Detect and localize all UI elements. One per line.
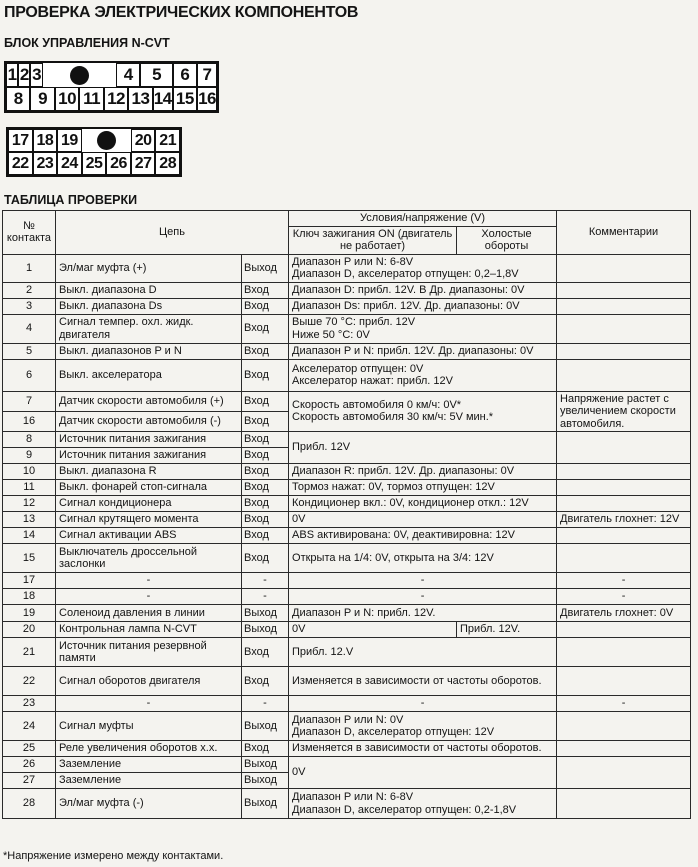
circuit-cell: Выкл. акселератора <box>56 359 242 391</box>
condition-cell: Кондиционер вкл.: 0V, кондиционер откл.: 12V <box>289 496 557 512</box>
circuit-cell: Сигнал темпер. охл. жидк. двигателя <box>56 314 242 343</box>
header-idle: Холостые обороты <box>457 226 557 254</box>
direction-cell: Выход <box>242 622 289 638</box>
header-pin: № контакта <box>3 211 56 255</box>
pin-7: 7 <box>197 63 217 87</box>
pin-28: 28 <box>155 152 180 175</box>
circuit-cell: Выкл. фонарей стоп-сигнала <box>56 480 242 496</box>
inspection-table <box>2 210 691 819</box>
pin-cell: 24 <box>3 712 56 741</box>
pin-24: 24 <box>57 152 82 175</box>
comment-cell: - <box>557 589 691 605</box>
circuit-cell: Выкл. диапазона Ds <box>56 298 242 314</box>
table-row <box>3 589 691 605</box>
footnote: *Напряжение измерено между контактами. <box>3 850 224 862</box>
table-row <box>3 573 691 589</box>
direction-cell: Вход <box>242 314 289 343</box>
header-ignition: Ключ зажигания ON (двигатель не работает) <box>289 226 457 254</box>
pin-4: 4 <box>116 63 140 87</box>
table-row <box>3 282 691 298</box>
table-row <box>3 298 691 314</box>
circuit-cell: Сигнал оборотов двигателя <box>56 667 242 696</box>
circuit-cell: Реле увеличения оборотов х.х. <box>56 741 242 757</box>
pin-cell: 6 <box>3 359 56 391</box>
circuit-cell: Соленоид давления в линии <box>56 605 242 622</box>
comment-cell <box>557 359 691 391</box>
comment-cell: Напряжение растет с увеличением скорости автомобиля. <box>557 391 691 432</box>
pin-3: 3 <box>30 63 42 87</box>
circuit-cell: Сигнал муфты <box>56 712 242 741</box>
comment-cell <box>557 712 691 741</box>
pin-25: 25 <box>82 152 107 175</box>
comment-cell <box>557 757 691 789</box>
comment-cell <box>557 432 691 464</box>
connector-b-diagram <box>6 127 182 177</box>
pin-19: 19 <box>57 129 82 152</box>
circuit-cell: Выкл. диапазона D <box>56 282 242 298</box>
pin-9: 9 <box>30 87 54 111</box>
condition-cell: Диапазон P или N: 6-8V Диапазон D, акселератор отпущен: 0,2-1,8V <box>289 789 557 819</box>
condition-cell: Диапазон R: прибл. 12V. Др. диапазоны: 0V <box>289 464 557 480</box>
direction-cell: Вход <box>242 544 289 573</box>
direction-cell: Вход <box>242 411 289 431</box>
condition-cell: 0V <box>289 512 557 528</box>
comment-cell <box>557 667 691 696</box>
direction-cell: Выход <box>242 757 289 773</box>
pin-17: 17 <box>8 129 33 152</box>
pin-10: 10 <box>55 87 79 111</box>
condition-cell: Изменяется в зависимости от частоты оборотов. <box>289 741 557 757</box>
pin-cell: 26 <box>3 757 56 773</box>
pin-2: 2 <box>18 63 30 87</box>
comment-cell <box>557 496 691 512</box>
pin-cell: 20 <box>3 622 56 638</box>
idle-cell: Прибл. 12V. <box>457 622 557 638</box>
condition-cell: ABS активирована: 0V, деактивировна: 12V <box>289 528 557 544</box>
header-comments: Комментарии <box>557 211 691 255</box>
pin-11: 11 <box>79 87 103 111</box>
pin-cell: 13 <box>3 512 56 528</box>
circuit-cell: Источник питания зажигания <box>56 448 242 464</box>
comment-cell <box>557 638 691 667</box>
table-row <box>3 391 691 411</box>
comment-cell <box>557 343 691 359</box>
condition-cell: Скорость автомобиля 0 км/ч: 0V* Скорость автомобиля 30 км/ч: 5V мин.* <box>289 391 557 432</box>
direction-cell: Вход <box>242 667 289 696</box>
pin-cell: 22 <box>3 667 56 696</box>
section-subtitle: БЛОК УПРАВЛЕНИЯ N-CVT <box>4 36 170 50</box>
pin-cell: 7 <box>3 391 56 411</box>
direction-cell: Вход <box>242 528 289 544</box>
connector-key-icon <box>43 63 116 87</box>
direction-cell: Вход <box>242 512 289 528</box>
pin-cell: 8 <box>3 432 56 448</box>
table-row <box>3 359 691 391</box>
condition-cell: Акселератор отпущен: 0V Акселератор нажат: прибл. 12V <box>289 359 557 391</box>
condition-cell: - <box>289 573 557 589</box>
pin-cell: 2 <box>3 282 56 298</box>
direction-cell: - <box>242 696 289 712</box>
table-row <box>3 622 691 638</box>
comment-cell <box>557 254 691 282</box>
condition-cell: Диапазон P и N: прибл. 12V. <box>289 605 557 622</box>
circuit-cell: Контрольная лампа N-CVT <box>56 622 242 638</box>
comment-cell <box>557 789 691 819</box>
direction-cell: Вход <box>242 638 289 667</box>
pin-20: 20 <box>131 129 156 152</box>
table-row <box>3 432 691 448</box>
condition-cell: Изменяется в зависимости от частоты оборотов. <box>289 667 557 696</box>
table-row <box>3 741 691 757</box>
circuit-cell: - <box>56 589 242 605</box>
pin-cell: 25 <box>3 741 56 757</box>
condition-cell: 0V <box>289 757 557 789</box>
connector-key-icon <box>82 129 131 152</box>
pin-cell: 10 <box>3 464 56 480</box>
comment-cell <box>557 741 691 757</box>
condition-cell: Диапазон D: прибл. 12V. В Др. диапазоны: 0V <box>289 282 557 298</box>
pin-cell: 1 <box>3 254 56 282</box>
pin-cell: 14 <box>3 528 56 544</box>
pin-13: 13 <box>128 87 152 111</box>
condition-cell: Диапазон Ds: прибл. 12V. Др. диапазоны: 0V <box>289 298 557 314</box>
circuit-cell: Датчик скорости автомобиля (+) <box>56 391 242 411</box>
circuit-cell: Выкл. диапазонов P и N <box>56 343 242 359</box>
comment-cell <box>557 464 691 480</box>
comment-cell: - <box>557 573 691 589</box>
condition-cell: 0V <box>289 622 457 638</box>
table-row <box>3 544 691 573</box>
pin-8: 8 <box>6 87 30 111</box>
table-row <box>3 638 691 667</box>
comment-cell <box>557 622 691 638</box>
circuit-cell: Сигнал кондиционера <box>56 496 242 512</box>
condition-cell: Выше 70 °C: прибл. 12V Ниже 50 °C: 0V <box>289 314 557 343</box>
table-row <box>3 343 691 359</box>
pin-16: 16 <box>197 87 217 111</box>
condition-cell: Прибл. 12.V <box>289 638 557 667</box>
comment-cell <box>557 314 691 343</box>
table-row <box>3 667 691 696</box>
direction-cell: Вход <box>242 298 289 314</box>
condition-cell: Прибл. 12V <box>289 432 557 464</box>
pin-26: 26 <box>106 152 131 175</box>
table-header-row <box>3 211 691 227</box>
condition-cell: Открыта на 1/4: 0V, открыта на 3/4: 12V <box>289 544 557 573</box>
table-row <box>3 712 691 741</box>
circuit-cell: Сигнал крутящего момента <box>56 512 242 528</box>
direction-cell: Выход <box>242 773 289 789</box>
circuit-cell: Выключатель дроссельной заслонки <box>56 544 242 573</box>
condition-cell: - <box>289 589 557 605</box>
circuit-cell: Источник питания резервной памяти <box>56 638 242 667</box>
pin-cell: 19 <box>3 605 56 622</box>
pin-cell: 11 <box>3 480 56 496</box>
pin-cell: 5 <box>3 343 56 359</box>
direction-cell: Вход <box>242 741 289 757</box>
pin-cell: 23 <box>3 696 56 712</box>
comment-cell <box>557 282 691 298</box>
circuit-cell: Эл/маг муфта (+) <box>56 254 242 282</box>
table-row <box>3 496 691 512</box>
pin-23: 23 <box>33 152 58 175</box>
direction-cell: Выход <box>242 254 289 282</box>
table-row <box>3 757 691 773</box>
comment-cell: Двигатель глохнет: 12V <box>557 512 691 528</box>
pin-27: 27 <box>131 152 156 175</box>
comment-cell <box>557 480 691 496</box>
direction-cell: Вход <box>242 480 289 496</box>
table-row <box>3 696 691 712</box>
pin-cell: 28 <box>3 789 56 819</box>
direction-cell: Вход <box>242 391 289 411</box>
direction-cell: Выход <box>242 789 289 819</box>
pin-cell: 16 <box>3 411 56 431</box>
table-row <box>3 512 691 528</box>
circuit-cell: Заземление <box>56 757 242 773</box>
condition-cell: Диапазон P и N: прибл. 12V. Др. диапазоны: 0V <box>289 343 557 359</box>
comment-cell: Двигатель глохнет: 0V <box>557 605 691 622</box>
circuit-cell: Эл/маг муфта (-) <box>56 789 242 819</box>
pin-18: 18 <box>33 129 58 152</box>
pin-cell: 27 <box>3 773 56 789</box>
pin-21: 21 <box>155 129 180 152</box>
circuit-cell: Выкл. диапазона R <box>56 464 242 480</box>
pin-15: 15 <box>173 87 197 111</box>
circuit-cell: Датчик скорости автомобиля (-) <box>56 411 242 431</box>
table-row <box>3 464 691 480</box>
comment-cell <box>557 544 691 573</box>
comment-cell <box>557 528 691 544</box>
pin-1: 1 <box>6 63 18 87</box>
pin-cell: 18 <box>3 589 56 605</box>
pin-5: 5 <box>140 63 172 87</box>
circuit-cell: Заземление <box>56 773 242 789</box>
direction-cell: Вход <box>242 464 289 480</box>
pin-cell: 12 <box>3 496 56 512</box>
table-row <box>3 254 691 282</box>
header-circuit: Цепь <box>56 211 289 255</box>
table-row <box>3 480 691 496</box>
condition-cell: Тормоз нажат: 0V, тормоз отпущен: 12V <box>289 480 557 496</box>
pin-12: 12 <box>104 87 128 111</box>
direction-cell: Выход <box>242 605 289 622</box>
direction-cell: Вход <box>242 282 289 298</box>
table-row <box>3 314 691 343</box>
pin-cell: 9 <box>3 448 56 464</box>
condition-cell: - <box>289 696 557 712</box>
connector-a-diagram <box>4 61 219 113</box>
circuit-cell: Сигнал активации ABS <box>56 528 242 544</box>
direction-cell: Выход <box>242 712 289 741</box>
comment-cell <box>557 298 691 314</box>
direction-cell: Вход <box>242 359 289 391</box>
table-title: ТАБЛИЦА ПРОВЕРКИ <box>4 193 138 207</box>
circuit-cell: Источник питания зажигания <box>56 432 242 448</box>
table-row <box>3 789 691 819</box>
pin-14: 14 <box>153 87 173 111</box>
page-title: ПРОВЕРКА ЭЛЕКТРИЧЕСКИХ КОМПОНЕНТОВ <box>4 4 359 21</box>
pin-cell: 17 <box>3 573 56 589</box>
direction-cell: Вход <box>242 448 289 464</box>
circuit-cell: - <box>56 696 242 712</box>
condition-cell: Диапазон P или N: 0V Диапазон D, акселератор отпущен: 12V <box>289 712 557 741</box>
direction-cell: - <box>242 573 289 589</box>
direction-cell: Вход <box>242 432 289 448</box>
header-conditions: Условия/напряжение (V) <box>289 211 557 227</box>
pin-cell: 21 <box>3 638 56 667</box>
table-row <box>3 528 691 544</box>
direction-cell: - <box>242 589 289 605</box>
pin-6: 6 <box>173 63 197 87</box>
direction-cell: Вход <box>242 343 289 359</box>
pin-22: 22 <box>8 152 33 175</box>
table-row <box>3 605 691 622</box>
comment-cell: - <box>557 696 691 712</box>
pin-cell: 15 <box>3 544 56 573</box>
pin-cell: 4 <box>3 314 56 343</box>
circuit-cell: - <box>56 573 242 589</box>
condition-cell: Диапазон P или N: 6-8V Диапазон D, акселератор отпущен: 0,2–1,8V <box>289 254 557 282</box>
direction-cell: Вход <box>242 496 289 512</box>
pin-cell: 3 <box>3 298 56 314</box>
